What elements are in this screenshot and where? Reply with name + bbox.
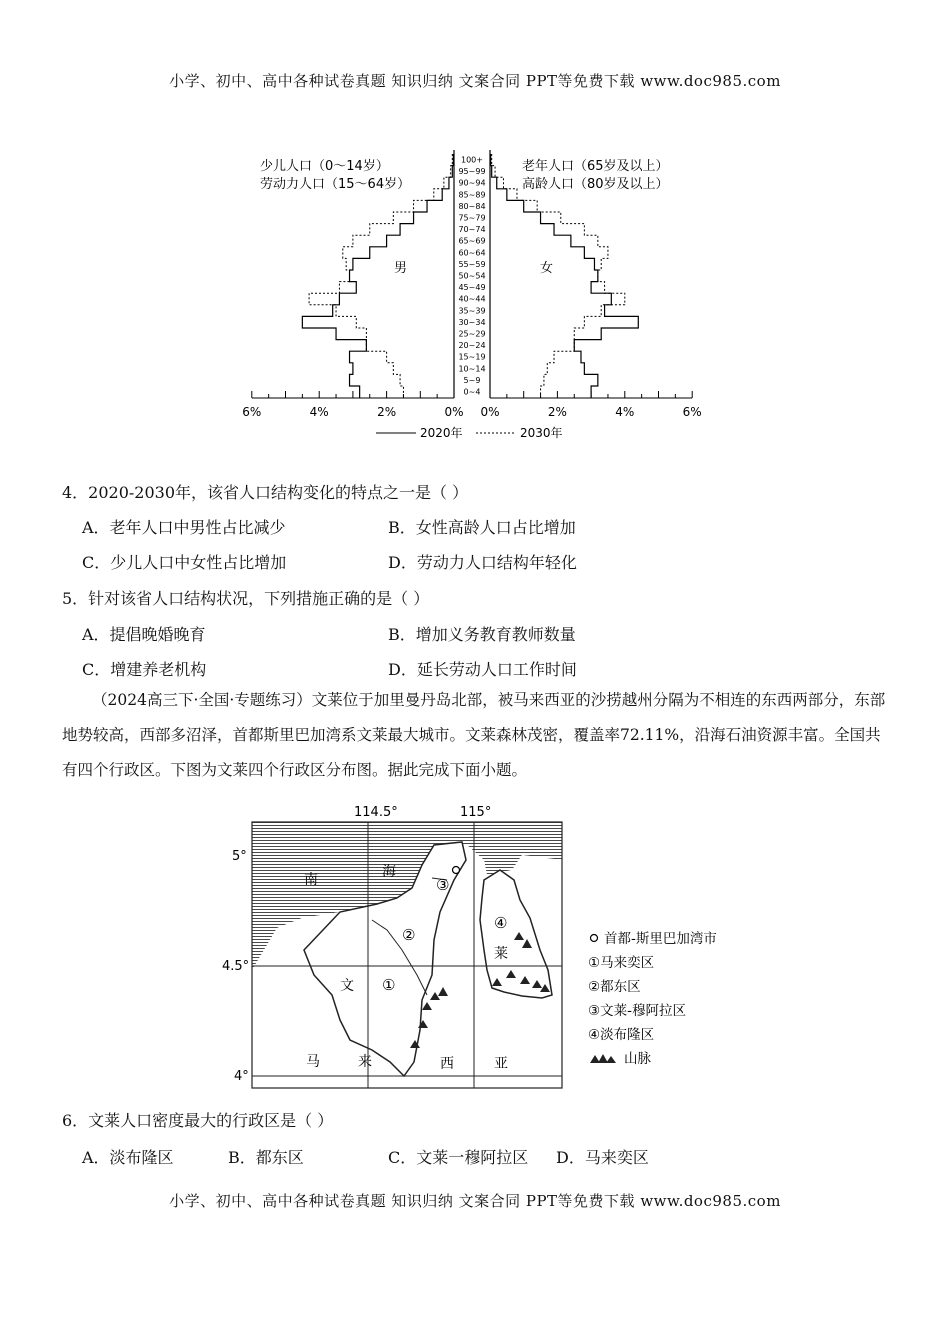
question-4-stem: 4．2020-2030年，该省人口结构变化的特点之一是（ ） [62,483,469,502]
capital-marker [453,867,460,874]
map-legend-d4: ④淡布隆区 [588,1027,655,1043]
brunei-district-map [222,800,722,1092]
map-legend-d2: ②都东区 [588,979,641,995]
legend-right-1: 老年人口（65岁及以上） [522,159,669,174]
q6-option-b: B．都东区 [228,1148,304,1167]
q4-option-c: C．少儿人口中女性占比增加 [82,553,287,572]
legend-2020: 2020年 [420,426,463,440]
age-group-label: 40~44 [458,294,486,304]
age-group-label: 55~59 [458,259,486,269]
legend-left-2: 劳动力人口（15～64岁） [260,177,411,192]
q4-option-d: D．劳动力人口结构年轻化 [388,553,577,572]
age-group-label: 45~49 [458,283,486,293]
lon-label-1145: 114.5° [354,805,398,820]
map-legend-mountain: 山脉 [624,1051,651,1067]
age-group-label: 20~24 [458,341,486,351]
q6-option-a: A．淡布隆区 [82,1148,174,1167]
age-group-label: 100+ [461,155,483,165]
age-group-label: 10~14 [458,364,486,374]
map-legend-d1: ①马来奕区 [588,955,655,971]
map-legend-d3: ③文莱-穆阿拉区 [588,1003,686,1019]
malaysia-char-4: 亚 [494,1056,508,1072]
q4-option-b: B．女性高龄人口占比增加 [388,518,576,537]
question-6-stem: 6．文莱人口密度最大的行政区是（ ） [62,1111,334,1130]
age-group-label: 70~74 [458,225,486,235]
population-pyramid-chart [238,140,708,445]
malaysia-char-1: 马 [306,1054,320,1070]
sea-char-hai: 海 [382,864,396,880]
x-tick-label-right: 0% [480,405,500,419]
passage-text: （2024高三下·全国·专题练习）文莱位于加里曼丹岛北部，被马来西亚的沙捞越州分隔为不相连的东西两部分，东部地势较高，西部多沼泽，首都斯里巴加湾系文莱最大城市。文莱森林茂密，覆盖率72.11%，沿海石油资源丰富。全国共有四个行政区。下图为文莱四个行政区分布图。据此完成下面小题。 [62,691,886,779]
age-group-label: 95~99 [458,167,486,177]
q6-option-d: D．马来奕区 [556,1148,649,1167]
q5-option-d: D．延长劳动人口工作时间 [388,660,577,679]
age-group-label: 75~79 [458,213,486,223]
page-footer: 小学、初中、高中各种试卷真题 知识归纳 文案合同 PPT等免费下载 www.doc985.com [169,1192,781,1210]
male-label: 男 [394,261,408,276]
x-tick-label-left: 6% [242,405,262,419]
age-group-label: 85~89 [458,190,486,200]
district-mark-4: ④ [494,914,508,932]
legend-right-2: 高龄人口（80岁及以上） [522,177,669,192]
lat-label-45: 4.5° [222,959,250,974]
q5-option-a: A．提倡晚婚晚育 [82,625,206,644]
q6-option-c: C．文莱一穆阿拉区 [388,1148,529,1167]
question-5-stem: 5．针对该省人口结构状况，下列措施正确的是（ ） [62,589,430,608]
age-group-label: 25~29 [458,329,486,339]
age-group-label: 15~19 [458,352,486,362]
page-header: 小学、初中、高中各种试卷真题 知识归纳 文案合同 PPT等免费下载 www.doc985.com [169,72,781,90]
age-group-label: 5~9 [463,375,481,385]
age-group-label: 35~39 [458,306,486,316]
district-mark-2: ② [402,926,416,944]
q4-option-a: A．老年人口中男性占比减少 [82,518,286,537]
age-group-label: 65~69 [458,236,486,246]
x-tick-label-right: 6% [682,405,702,419]
q5-option-c: C．增建养老机构 [82,660,207,679]
x-tick-label-left: 4% [309,405,329,419]
map-legend-capital: 首都-斯里巴加湾市 [604,931,717,947]
lat-label-5: 5° [232,849,247,864]
lon-label-115: 115° [460,805,492,820]
female-label: 女 [540,261,554,276]
district-mark-3: ③ [436,876,450,894]
age-group-label: 50~54 [458,271,486,281]
legend-left-1: 少儿人口（0～14岁） [260,159,389,174]
malaysia-char-2: 来 [358,1054,372,1070]
malaysia-char-3: 西 [440,1056,454,1072]
country-char-lai: 莱 [494,946,508,962]
country-char-wen: 文 [340,978,354,994]
age-group-label: 30~34 [458,317,486,327]
age-group-label: 60~64 [458,248,486,258]
x-tick-label-right: 2% [547,405,567,419]
q5-option-b: B．增加义务教育教师数量 [388,625,576,644]
x-tick-label-right: 4% [615,405,635,419]
legend-2030: 2030年 [520,426,563,440]
age-group-label: 90~94 [458,178,486,188]
district-mark-1: ① [382,976,396,994]
age-group-label: 80~84 [458,201,486,211]
lat-label-4: 4° [234,1069,249,1084]
x-tick-label-left: 0% [444,405,464,419]
x-tick-label-left: 2% [377,405,397,419]
sea-char-nan: 南 [304,872,318,888]
age-group-label: 0~4 [463,387,481,397]
